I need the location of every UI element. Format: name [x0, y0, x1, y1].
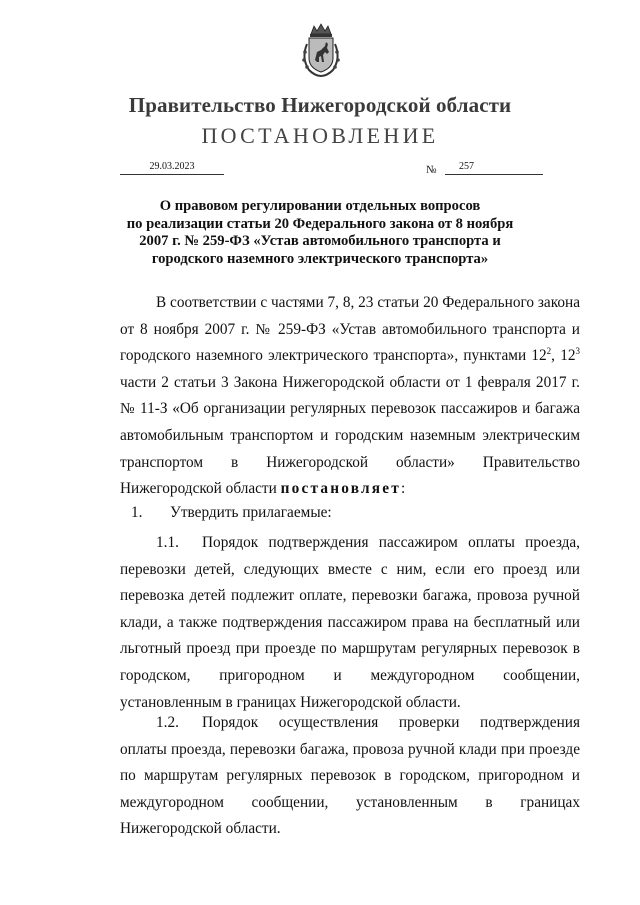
document-title [100, 198, 540, 268]
item-text: Утвердить прилагаемые: [170, 504, 332, 521]
nizhny-novgorod-coat-of-arms-icon [299, 22, 343, 78]
superscript: 3 [575, 346, 580, 357]
item-number: 1.1. [156, 534, 179, 551]
superscript: 2 [546, 346, 552, 357]
decree-word: постановляет [280, 480, 401, 498]
number-sign: № [426, 164, 437, 176]
preamble-end: : [400, 480, 406, 498]
document-type: ПОСТАНОВЛЕНИЕ [201, 123, 439, 148]
item-text: Порядок подтверждения пассажиром оплаты проезда, перевозки детей, следующих вместе с ним, если его проезд или перевозка детей подлежит оплате, перевозки багажа, провоза ручной клади, а также подтверждения пассажиром права на бесплатный или льготный проезд при проезде по маршрутам регулярных перевозок в городском, пригородном и междугородном сообщении, установленным в границах Нижегородской области. [120, 534, 580, 711]
item-number: 1. [131, 504, 143, 521]
title-line: по реализации статьи 20 Федерального закона от 8 ноября [126, 215, 514, 232]
item-text: Порядок осуществления проверки подтверждения оплаты проезда, перевозки багажа, провоза ручной клади при проезде по маршрутам регулярных перевозок в городском, пригородном и междугородном сообщении, установленным в границах Нижегородской области. [120, 714, 580, 838]
document-date: 29.03.2023 [120, 159, 224, 175]
preamble-paragraph [120, 290, 580, 503]
title-line: городского наземного электрического транспорта» [151, 250, 489, 267]
preamble-text: части 2 статьи 3 Закона Нижегородской области от 1 февраля 2017 г. № 11-З «Об организации регулярных перевозок пассажиров и багажа автомобильным транспортом и городским наземным электрическим транспортом в Нижегородской области» Правительство Нижегородской области [120, 373, 580, 498]
item-1-1-paragraph [120, 530, 580, 716]
title-line: 2007 г. № 259-ФЗ «Устав автомобильного транспорта и [139, 233, 501, 249]
preamble-text: В соответствии с частями 7, 8, 23 статьи 20 Федерального закона от 8 ноября 2007 г. № 259-ФЗ «Устав автомобильного транспорта и городского наземного электрического транспорта», пунктами 12 [120, 294, 580, 365]
title-line: О правовом регулировании отдельных вопросов [159, 198, 481, 214]
item-1-2-paragraph [120, 710, 580, 843]
document-number: 257 [445, 159, 543, 175]
preamble-text: , 12 [551, 347, 576, 365]
government-name: Правительство Нижегородской области [128, 93, 512, 117]
item-number: 1.2. [156, 714, 179, 731]
